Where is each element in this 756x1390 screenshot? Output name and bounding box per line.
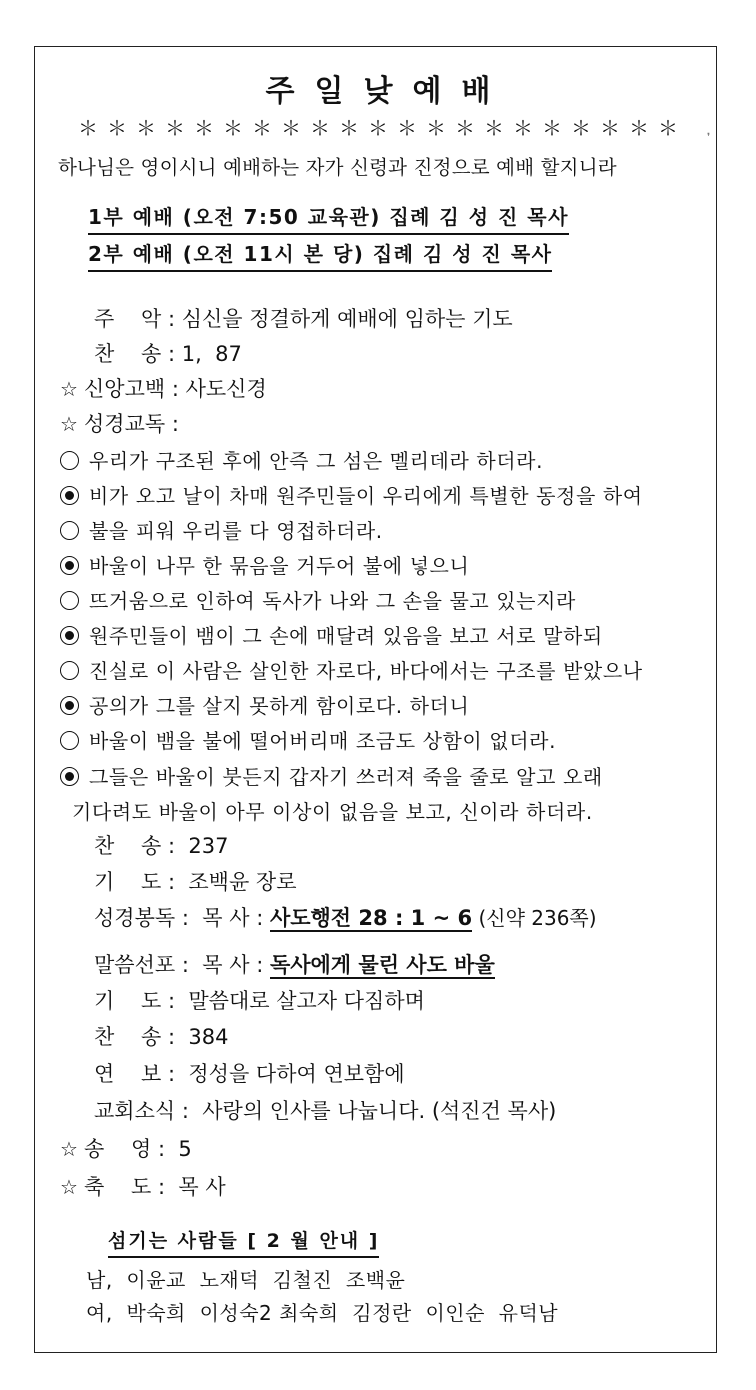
reading-head-sep: :	[165, 412, 179, 436]
star-icon: ☆	[60, 412, 78, 436]
scripture-ref: 사도행전 28 : 1 ~ 6	[269, 906, 473, 930]
hymn1-sep: :	[161, 342, 182, 366]
reading-line-6	[60, 626, 603, 646]
reading-text: 공의가 그를 살지 못하게 함이로다. 하더니	[89, 694, 470, 718]
leader-circle-icon	[60, 591, 79, 610]
creed-sep: :	[165, 377, 186, 401]
leader-circle-icon	[60, 731, 79, 750]
congregation-circle-icon	[60, 556, 79, 575]
prayer1-label: 기 도	[94, 870, 162, 894]
prelude-value: 심신을 정결하게 예배에 임하는 기도	[181, 307, 513, 331]
scripture-who: 목 사	[202, 906, 250, 930]
offering-row	[94, 1064, 405, 1085]
scripture-label: 성경봉독	[94, 906, 176, 930]
reading-head-row	[60, 414, 179, 435]
star-divider: ＊＊＊＊＊＊＊＊＊＊＊＊＊＊＊＊＊＊＊＊＊	[78, 116, 687, 140]
star-icon: ☆	[60, 1137, 78, 1161]
scan-speck: ❜	[707, 132, 711, 143]
reading-text: 그들은 바울이 붓든지 갑자기 쓰러져 죽을 줄로 알고 오래	[89, 765, 603, 789]
reading-text: 진실로 이 사람은 살인한 자로다, 바다에서는 구조를 받았으나	[89, 659, 643, 683]
reading-text: 기다려도 바울이 아무 이상이 없음을 보고, 신이라 하더라.	[72, 800, 593, 824]
reading-text: 비가 오고 날이 차매 원주민들이 우리에게 특별한 동정을 하여	[89, 484, 643, 508]
prelude-label: 주 악	[94, 307, 162, 331]
hymn1-label: 찬 송	[94, 342, 162, 366]
reading-head-label: 성경교독	[84, 412, 166, 436]
creed-row	[60, 379, 267, 400]
reading-line-8	[60, 696, 469, 716]
news-value: 사랑의 인사를 나눕니다. (석진건 목사)	[202, 1099, 557, 1123]
offering-value: 정성을 다하여 연보함에	[188, 1062, 405, 1086]
reading-line-7	[60, 661, 643, 681]
creed-value: 사도신경	[185, 377, 267, 401]
doxology-row	[60, 1139, 192, 1160]
prayer2-label: 기 도	[94, 989, 162, 1013]
reading-line-9	[60, 731, 556, 751]
prelude-sep: :	[161, 307, 182, 331]
sermon-title: 독사에게 물린 사도 바울	[269, 953, 495, 977]
doxology-label: 송 영	[84, 1137, 152, 1161]
service-1	[88, 207, 569, 227]
prelude-row	[94, 309, 513, 330]
bible-verse: 하나님은 영이시니 예배하는 자가 신령과 진정으로 예배 할지니라	[58, 156, 617, 179]
reading-line-3	[60, 521, 383, 541]
reading-text: 불을 피워 우리를 다 영접하더라.	[89, 519, 383, 543]
reading-text: 뜨거움으로 인하여 독사가 나와 그 손을 물고 있는지라	[89, 589, 576, 613]
creed-label: 신앙고백	[84, 377, 166, 401]
hymn2-row	[94, 836, 228, 857]
sermon-who: 목 사	[202, 953, 250, 977]
reading-line-2	[60, 486, 643, 506]
congregation-circle-icon	[60, 626, 79, 645]
scripture-sep: :	[175, 906, 203, 930]
sermon-row	[94, 955, 495, 976]
star-icon: ☆	[60, 377, 78, 401]
offering-sep: :	[161, 1062, 189, 1086]
sermon-sep: :	[175, 953, 203, 977]
reading-line-1	[60, 451, 543, 471]
hymn1-row	[94, 344, 242, 365]
offering-label: 연 보	[94, 1062, 162, 1086]
servers-title: 섬기는 사람들 [ 2 월 안내 ]	[108, 1230, 379, 1258]
news-sep: :	[175, 1099, 203, 1123]
hymn3-row	[94, 1027, 228, 1048]
prayer2-sep: :	[161, 989, 189, 1013]
doxology-value: 5	[178, 1137, 192, 1161]
benediction-row	[60, 1177, 226, 1198]
leader-circle-icon	[60, 521, 79, 540]
page-title: 주일낮예배	[265, 74, 511, 109]
reading-text: 바울이 뱀을 불에 떨어버리매 조금도 상함이 없더라.	[89, 729, 557, 753]
reading-line-4	[60, 556, 469, 576]
service-1-text: 1부 예배 (오전 7:50 교육관) 집례 김 성 진 목사	[88, 205, 569, 235]
benediction-sep: :	[151, 1175, 179, 1199]
prayer1-row	[94, 872, 297, 893]
prayer1-value: 조백윤 장로	[188, 870, 297, 894]
news-label: 교회소식	[94, 1099, 176, 1123]
leader-circle-icon	[60, 661, 79, 680]
prayer2-row	[94, 991, 425, 1012]
benediction-label: 축 도	[84, 1175, 152, 1199]
scripture-row	[94, 908, 597, 929]
servers-women: 여, 박숙희 이성숙2 최숙희 김정란 이인순 유덕남	[86, 1301, 559, 1325]
sermon-sep2: :	[249, 953, 270, 977]
congregation-circle-icon	[60, 696, 79, 715]
doxology-sep: :	[151, 1137, 179, 1161]
reading-line-5	[60, 591, 576, 611]
reading-text: 원주민들이 뱀이 그 손에 매달려 있음을 보고 서로 말하되	[89, 624, 603, 648]
reading-text: 우리가 구조된 후에 안즉 그 섬은 멜리데라 하더라.	[89, 449, 544, 473]
reading-text: 바울이 나무 한 묶음을 거두어 불에 넣으니	[89, 554, 470, 578]
star-icon: ☆	[60, 1175, 78, 1199]
reading-line-10	[60, 767, 603, 787]
servers-heading	[108, 1232, 379, 1251]
benediction-value: 목 사	[178, 1175, 226, 1199]
sermon-label: 말씀선포	[94, 953, 176, 977]
hymn2-label: 찬 송	[94, 834, 162, 858]
prayer1-sep: :	[161, 870, 189, 894]
congregation-circle-icon	[60, 767, 79, 786]
congregation-circle-icon	[60, 486, 79, 505]
reading-line-11	[72, 802, 593, 822]
hymn2-sep: :	[161, 834, 189, 858]
scripture-page: (신약 236쪽)	[472, 906, 597, 930]
hymn3-label: 찬 송	[94, 1025, 162, 1049]
news-row	[94, 1101, 556, 1122]
servers-men: 남, 이윤교 노재덕 김철진 조백윤	[86, 1268, 406, 1292]
hymn3-sep: :	[161, 1025, 189, 1049]
service-2	[88, 244, 552, 264]
prayer2-value: 말씀대로 살고자 다짐하며	[188, 989, 425, 1013]
leader-circle-icon	[60, 451, 79, 470]
service-2-text: 2부 예배 (오전 11시 본 당) 집례 김 성 진 목사	[88, 242, 552, 272]
hymn1-value: 1, 87	[181, 342, 242, 366]
hymn3-value: 384	[188, 1025, 229, 1049]
hymn2-value: 237	[188, 834, 229, 858]
scripture-sep2: :	[249, 906, 270, 930]
